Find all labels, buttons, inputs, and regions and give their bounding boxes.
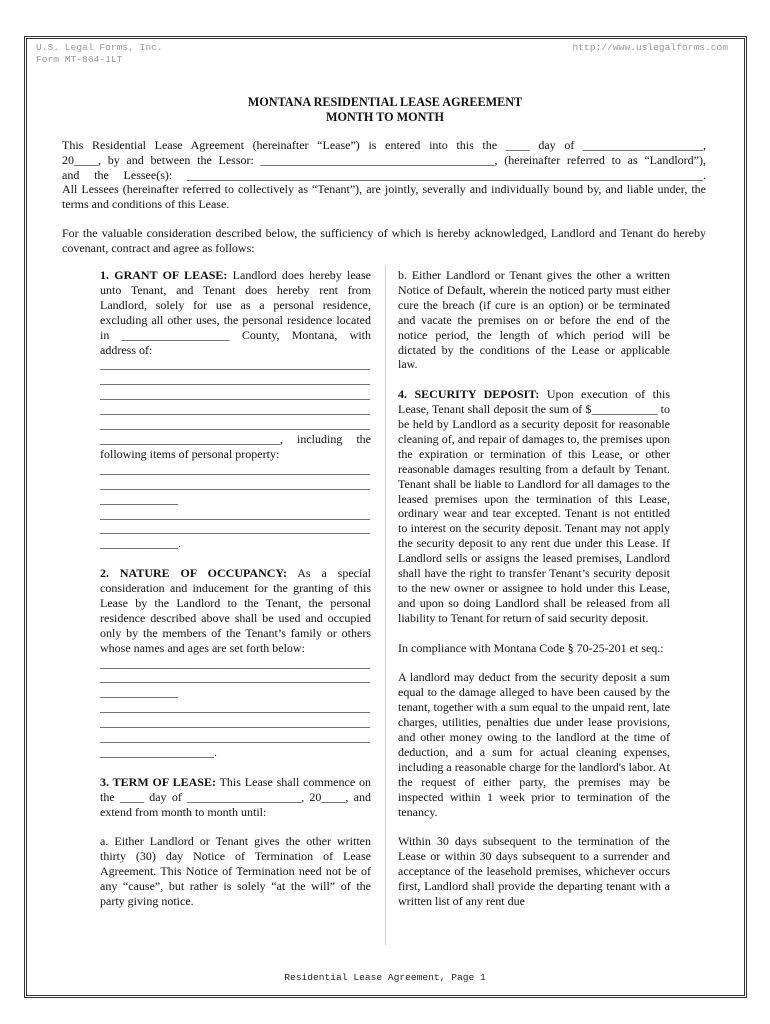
grant-of-lease-section: [100, 268, 371, 357]
intro-line-1: This Residential Lease Agreement (hereinafter “Lease”) is entered into this the ____ day of ____________________,: [62, 138, 706, 152]
occupant-line: _____________________________________________: [100, 670, 370, 685]
address-line: _____________________________________________: [100, 357, 370, 372]
consideration-text: For the valuable consideration described below, the sufficiency of which is hereby acknowledged, Landlord and Tenant do hereby covenant, contract and agree as follows:: [62, 226, 706, 255]
intro-line-2: 20____, by and between the Lessor: _______________________________________, (hereinafter referred to as “Landlord”),: [62, 152, 706, 167]
term-of-lease-section: [100, 775, 371, 820]
address-line: _____________________________________________: [100, 402, 370, 417]
property-line: _____________________________________________: [100, 506, 370, 521]
document-subtitle: MONTH TO MONTH: [325, 110, 445, 124]
property-line: _____________________________________________: [100, 521, 370, 536]
personal-property-intro: ______________________________, including the following items of personal property:: [100, 431, 371, 461]
grant-of-lease-text: Landlord does hereby lease unto Tenant, and Tenant does hereby rent from Landlord, solely for use as a personal residence, excluding all other uses, the personal residence located in __________________ County, Montana, with address of:: [100, 268, 371, 357]
term-of-lease-text: This Lease shall commence on the ____ day of ___________________, 20____, and extend from month to month until:: [100, 774, 372, 819]
document-header-left: [36, 42, 163, 66]
occupant-line: _____________________________________________: [100, 730, 370, 745]
property-line: _____________________________________________: [100, 476, 370, 491]
security-deposit-section: [398, 387, 670, 626]
right-column: [398, 268, 670, 909]
page-footer: Residential Lease Agreement, Page 1: [284, 972, 486, 983]
company-name: U.S. Legal Forms, Inc.: [36, 42, 163, 53]
intro-paragraph: [62, 138, 706, 212]
intro-line-4: All Lessees (hereinafter referred to collectively as “Tenant”), are jointly, severally and individually bound by, and liable under, the terms and conditions of this Lease.: [62, 182, 706, 212]
address-line: _____________________________________________: [100, 387, 370, 402]
column-divider: [385, 265, 386, 945]
occupant-line: _____________________________________________: [100, 715, 370, 730]
term-clause-a: a. Either Landlord or Tenant gives the other written thirty (30) day Notice of Termination of Lease Agreement. This Notice of Termination need not be of any “cause”, but rather is solely “at the will” of the party giving notice.: [100, 834, 371, 909]
grant-of-lease-heading: 1. GRANT OF LEASE:: [100, 268, 228, 282]
occupancy-section: [100, 566, 371, 655]
occupant-line: _____________________________________________: [100, 700, 370, 715]
property-line: _____________________________________________: [100, 461, 370, 476]
security-deposit-heading: 4. SECURITY DEPOSIT:: [398, 387, 540, 402]
occupant-line: ___________________.: [100, 744, 217, 759]
consideration-paragraph: [62, 226, 706, 256]
address-line: _____________________________________________: [100, 372, 370, 387]
property-line: _____________.: [100, 536, 181, 551]
form-id: Form MT-864-1LT: [36, 54, 123, 65]
left-column: [100, 268, 371, 909]
term-of-lease-heading: 3. TERM OF LEASE:: [100, 774, 216, 789]
address-line: _____________________________________________: [100, 417, 370, 432]
occupant-line: _____________: [100, 685, 178, 700]
company-url[interactable]: http://www.uslegalforms.com: [572, 42, 728, 53]
occupancy-text: As a special consideration and inducement for the granting of this Lease by the Landlord to the Tenant, the personal residence described above shall be used and occupied only by the members of the Tenant’s family or others whose names and ages are set forth below:: [100, 566, 371, 655]
document-title: MONTANA RESIDENTIAL LEASE AGREEMENT: [247, 95, 523, 109]
term-clause-b: b. Either Landlord or Tenant gives the other a written Notice of Default, wherein the noticed party must either cure the breach (if cure is an option) or be terminated and vacate the premises on or before the end of the notice period, the length of which period will be dictated by the conditions of the Lease or applicable law.: [398, 268, 670, 372]
occupant-line: _____________________________________________: [100, 655, 370, 670]
intro-line-3: and the Lessee(s): ______________________________________________________________________________________.: [62, 167, 706, 182]
property-line: _____________: [100, 491, 178, 506]
deduction-paragraph: A landlord may deduct from the security deposit a sum equal to the damage alleged to have been caused by the tenant, together with a sum equal to the unpaid rent, late charges, utilities, penalties due under lease provisions, and other money owing to the landlord at the time of deduction, and a sum for actual cleaning expenses, including a reasonable charge for the landlord's labor. At the request of either party, the premises may be inspected within 1 week prior to termination of the tenancy.: [398, 670, 670, 819]
return-deadline-paragraph: Within 30 days subsequent to the termination of the Lease or within 30 days subsequent to a surrender and acceptance of the leasehold premises, whichever occurs first, Landlord shall provide the departing tenant with a written list of any rent due: [398, 834, 670, 908]
occupancy-heading: 2. NATURE OF OCCUPANCY:: [100, 566, 287, 581]
security-deposit-text: Upon execution of this Lease, Tenant shall deposit the sum of $___________ to be held by Landlord as a security deposit for reasonable cleaning of, and repair of damages to, the premises upon the expiration or termination of this Lease, or other reasonable damages resulting from a default by Tenant. Tenant shall be liable to Landlord for all damages to the leased premises upon the termination of this Lease, ordinary wear and tear excepted. Tenant is not entitled to interest on the security deposit. Tenant may not apply the security deposit to any rent due under this Lease. If Landlord sells or assigns the leased premises, Landlord shall have the right to transfer Tenant’s security deposit to the new owner or assignee to hold under this Lease, and upon so doing Landlord shall be released from all liability to Tenant for return of said security deposit.: [398, 387, 670, 625]
montana-code-reference: In compliance with Montana Code § 70-25-201 et seq.:: [398, 640, 664, 655]
